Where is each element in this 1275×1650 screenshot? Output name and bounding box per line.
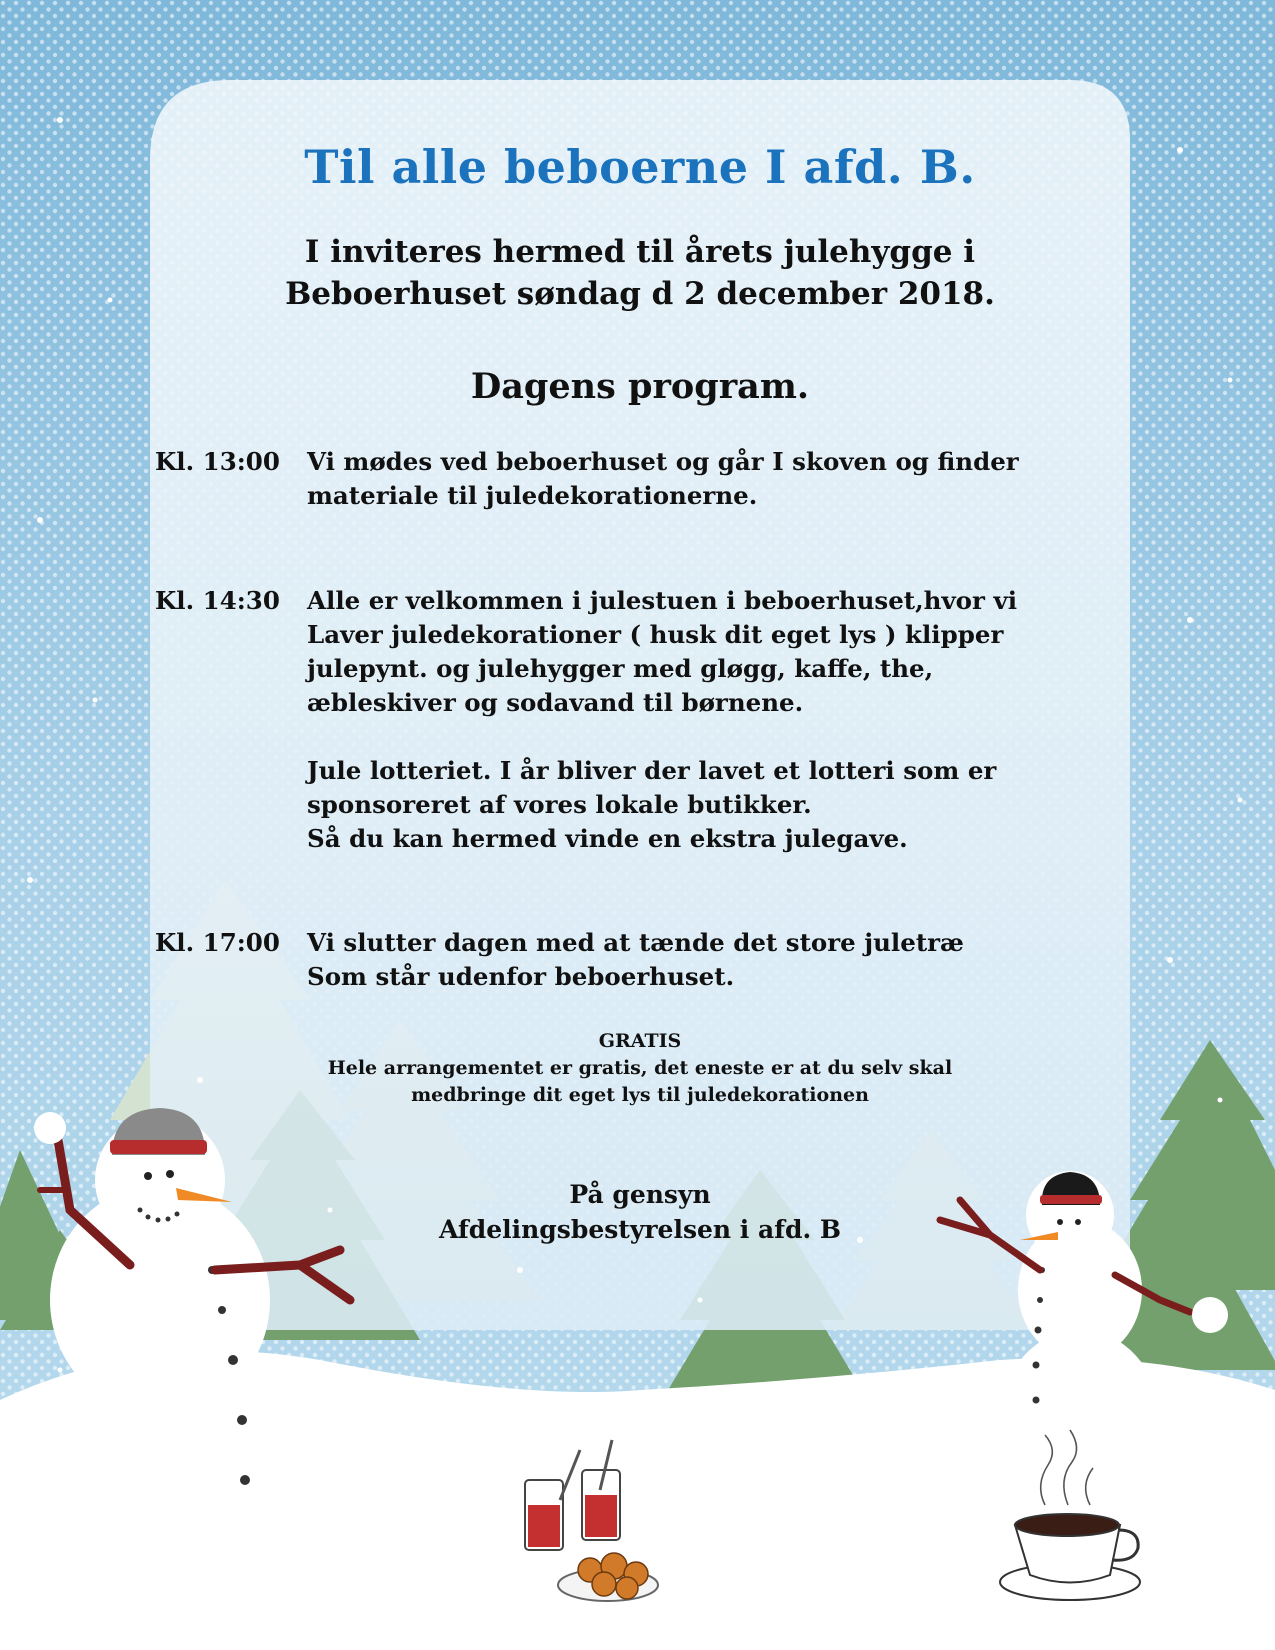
schedule-line: Alle er velkommen i julestuen i beboerhuset,hvor vi — [307, 586, 1017, 615]
lottery-line: Jule lotteriet. I år bliver der lavet et lotteri som er — [307, 756, 997, 785]
gratis-heading: GRATIS — [598, 1030, 682, 1052]
lottery-line: sponsoreret af vores lokale butikker. — [307, 790, 812, 819]
signoff-sender: Afdelingsbestyrelsen i afd. B — [439, 1215, 841, 1244]
schedule-line: æbleskiver og sodavand til børnene. — [307, 688, 804, 717]
gratis-line-1: Hele arrangementet er gratis, det eneste er at du selv skal — [327, 1057, 953, 1079]
intro-line-2: Beboerhuset søndag d 2 december 2018. — [285, 276, 995, 312]
schedule-line: Laver juledekorationer ( husk dit eget lys ) klipper — [307, 620, 1004, 649]
schedule-time: Kl. 17:00 — [155, 928, 280, 957]
invitation-title: Til alle beboerne I afd. B. — [304, 140, 976, 194]
schedule-time: Kl. 13:00 — [155, 447, 280, 476]
schedule-line: materiale til juledekorationerne. — [307, 481, 758, 510]
schedule-line: julepynt. og julehygger med gløgg, kaffe, the, — [307, 654, 934, 683]
schedule-line: Som står udenfor beboerhuset. — [307, 962, 735, 991]
lottery-line: Så du kan hermed vinde en ekstra julegave. — [307, 824, 908, 853]
schedule-line: Vi mødes ved beboerhuset og går I skoven og finder — [307, 447, 1019, 476]
schedule-time: Kl. 14:30 — [155, 586, 280, 615]
schedule-line: Vi slutter dagen med at tænde det store juletræ — [307, 928, 964, 957]
gratis-line-2: medbringe dit eget lys til juledekorationen — [411, 1084, 869, 1106]
program-heading: Dagens program. — [470, 366, 810, 407]
intro-line-1: I inviteres hermed til årets julehygge i — [304, 234, 976, 270]
signoff-greeting: På gensyn — [569, 1180, 711, 1209]
